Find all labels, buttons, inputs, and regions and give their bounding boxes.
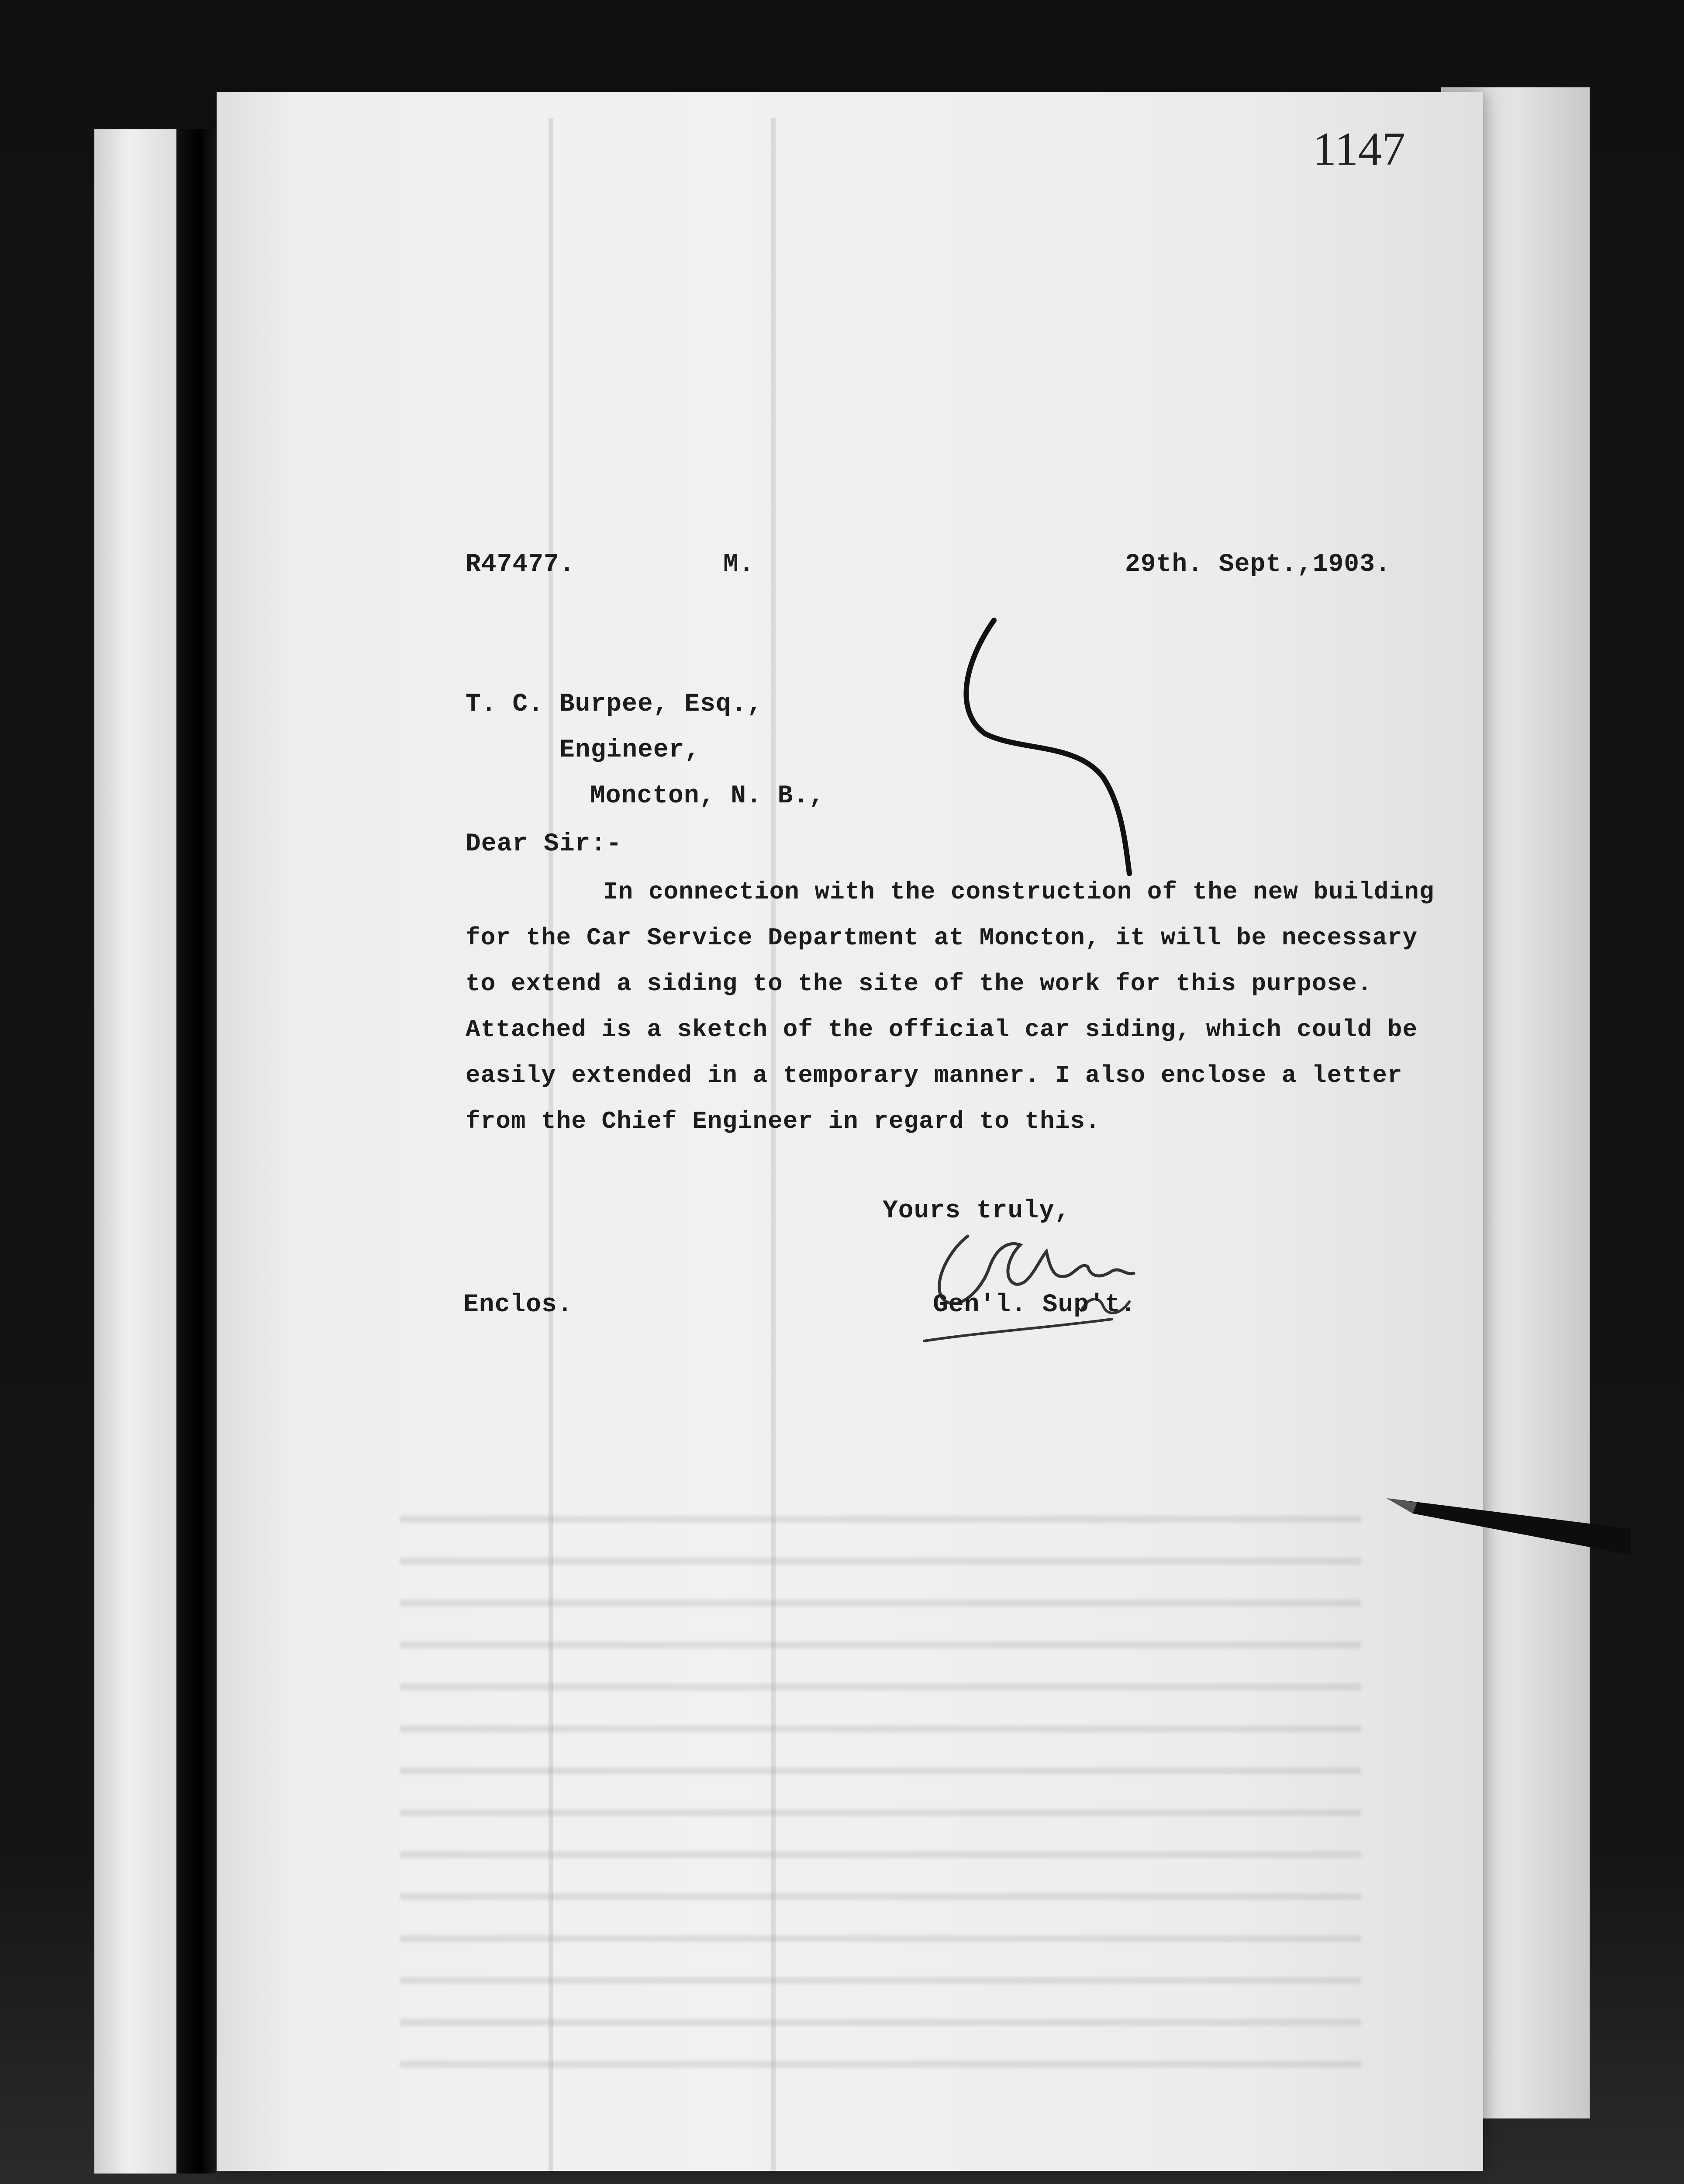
body-line: for the Car Service Department at Moncton, it will be necessary — [466, 924, 1418, 952]
reference-number: R47477. — [466, 550, 575, 579]
body-line: Attached is a sketch of the official car siding, which could be — [466, 1016, 1418, 1044]
addressee-name: T. C. Burpee, Esq., — [466, 690, 763, 719]
bleed-through-text — [400, 1481, 1361, 2092]
addressee-title: Engineer, — [559, 736, 701, 764]
pen-pointer — [1387, 1489, 1631, 1555]
check-mark-icon — [946, 612, 1147, 882]
letter-date: 29th. Sept.,1903. — [1125, 550, 1391, 579]
closing: Yours truly, — [883, 1197, 1070, 1225]
addressee-location: Moncton, N. B., — [590, 782, 825, 810]
book-binding — [176, 129, 216, 2174]
typist-initial: M. — [723, 550, 755, 579]
body-line: to extend a siding to the site of the work for this purpose. — [466, 970, 1373, 998]
page-number: 1147 — [1313, 123, 1405, 175]
body-line: from the Chief Engineer in regard to this. — [466, 1107, 1101, 1135]
letter-page — [217, 92, 1483, 2171]
body-line: In connection with the construction of the new building — [603, 878, 1435, 906]
enclosure-note: Enclos. — [463, 1291, 573, 1319]
handwritten-signature — [915, 1210, 1142, 1350]
left-gutter-page — [94, 129, 182, 2174]
signer-title: Gen'l. Sup't. — [933, 1291, 1136, 1319]
salutation: Dear Sir:- — [466, 830, 622, 858]
body-line: easily extended in a temporary manner. I also enclose a letter — [466, 1061, 1403, 1089]
